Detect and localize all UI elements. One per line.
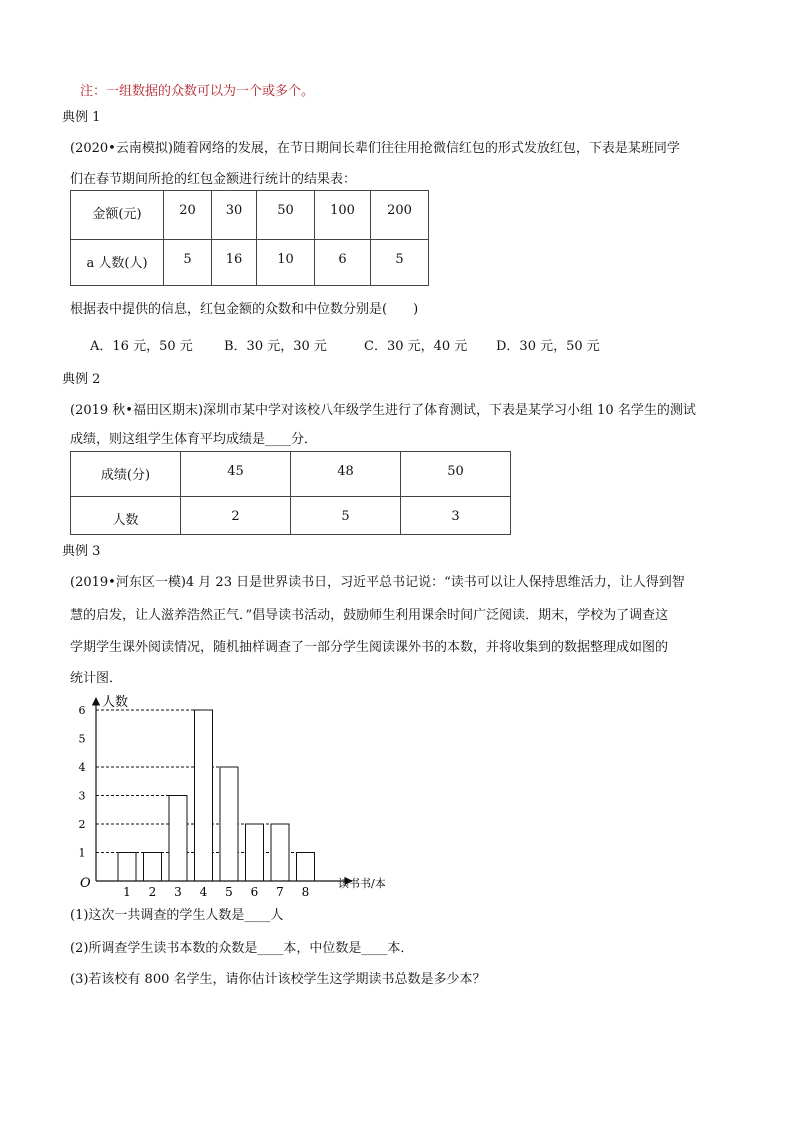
bar-4: [195, 710, 213, 881]
table-row: [71, 240, 429, 286]
example-2-line-2: 成绩，则这组学生体育平均成绩是____分．: [70, 432, 318, 447]
bar-2: [144, 853, 162, 882]
bar-5: [220, 767, 238, 881]
y-tick-label: 6: [78, 704, 86, 717]
x-tick-label: 7: [276, 885, 284, 899]
example-3-line-3: 学期学生课外阅读情况，随机抽样调查了一部分学生阅读课外书的本数，并将收集到的数据整理成如图的: [70, 640, 669, 655]
example-2-line-1: (2019 秋•福田区期末)深圳市某中学对该校八年级学生进行了体育测试，下表是某学习小组 10 名学生的测试: [70, 403, 696, 418]
bar-7: [271, 824, 289, 881]
option-d: D．30 元，50 元: [496, 339, 600, 354]
option-a: A．16 元，50 元: [90, 339, 193, 354]
table-row: [71, 191, 429, 240]
example-1-table: [70, 190, 429, 286]
table-cell: 50: [257, 191, 315, 240]
table-cell: 5: [164, 240, 212, 286]
table-cell: 50: [401, 452, 511, 497]
x-tick-label: 8: [301, 885, 310, 899]
example-2-table: [70, 451, 511, 535]
bar-6: [246, 824, 264, 881]
example-3-label: 典例 3: [62, 544, 101, 559]
table-cell: 45: [181, 452, 291, 497]
example-3-line-4: 统计图．: [70, 671, 123, 686]
option-c: C．30 元，40 元: [364, 339, 468, 354]
y-tick-label: 3: [78, 789, 86, 803]
example-1-label: 典例 1: [62, 110, 101, 125]
example-1-line-2: 们在春节期间所抢的红包金额进行统计的结果表：: [70, 172, 357, 187]
table-row: [71, 452, 511, 497]
y-tick-label: 4: [78, 761, 86, 774]
option-b: B．30 元，30 元: [224, 339, 327, 354]
table-cell: 5: [371, 240, 429, 286]
y-tick-label: 1: [78, 846, 86, 860]
table-row: [71, 497, 511, 535]
x-tick-label: 4: [199, 885, 208, 899]
x-axis-label: 读书书/本: [338, 877, 386, 890]
table-cell: 5: [291, 497, 401, 535]
question-3: (3)若该校有 800 名学生，请你估计该校学生这学期读书总数是多少本？: [70, 972, 486, 987]
example-3-line-2: 慧的启发，让人滋养浩然正气．”倡导读书活动，鼓励师生利用课余时间广泛阅读．期末，学校为了调查这: [70, 608, 669, 623]
table-cell: 30: [212, 191, 257, 240]
example-1-line-1: (2020•云南模拟)随着网络的发展，在节日期间长辈们往往用抢微信红包的形式发放红包，下表是某班同学: [70, 141, 680, 156]
table-cell: 10: [257, 240, 315, 286]
bar-8: [297, 853, 315, 882]
table-cell: 成绩(分): [71, 452, 181, 497]
example-2-label: 典例 2: [62, 372, 101, 387]
bar-chart: [62, 690, 386, 899]
table-cell: 20: [164, 191, 212, 240]
x-tick-label: 2: [148, 885, 157, 899]
table-cell: a 人数(人): [71, 240, 164, 286]
y-tick-label: 5: [78, 732, 86, 746]
bar-1: [118, 853, 136, 882]
table-cell: 200: [371, 191, 429, 240]
table-cell: 人数: [71, 497, 181, 535]
question-2: (2)所调查学生读书本数的众数是____本，中位数是____本．: [70, 941, 414, 956]
table-cell: 48: [291, 452, 401, 497]
x-tick-label: 5: [225, 885, 233, 899]
table-cell: 100: [315, 191, 371, 240]
table-cell: 2: [181, 497, 291, 535]
table-cell: 3: [401, 497, 511, 535]
x-tick-label: 3: [174, 885, 182, 899]
x-tick-label: 6: [250, 885, 259, 899]
table-cell: 6: [315, 240, 371, 286]
example-3-line-1: (2019•河东区一模)4 月 23 日是世界读书日，习近平总书记说：“读书可以让人保持思维活力，让人得到智: [70, 575, 685, 590]
y-axis-label: 人数: [102, 695, 129, 710]
example-1-options: [90, 335, 600, 354]
y-tick-label: 2: [78, 818, 86, 831]
origin-label: O: [80, 876, 91, 891]
table-cell: 16: [212, 240, 257, 286]
note-text: 注：一组数据的众数可以为一个或多个。: [80, 84, 315, 99]
bar-3: [169, 796, 187, 882]
table-cell: 金额(元): [71, 191, 164, 240]
x-tick-label: 1: [123, 885, 131, 899]
example-1-question: 根据表中提供的信息，红包金额的众数和中位数分别是( ): [70, 302, 419, 317]
question-1: (1)这次一共调查的学生人数是____人: [70, 908, 284, 923]
